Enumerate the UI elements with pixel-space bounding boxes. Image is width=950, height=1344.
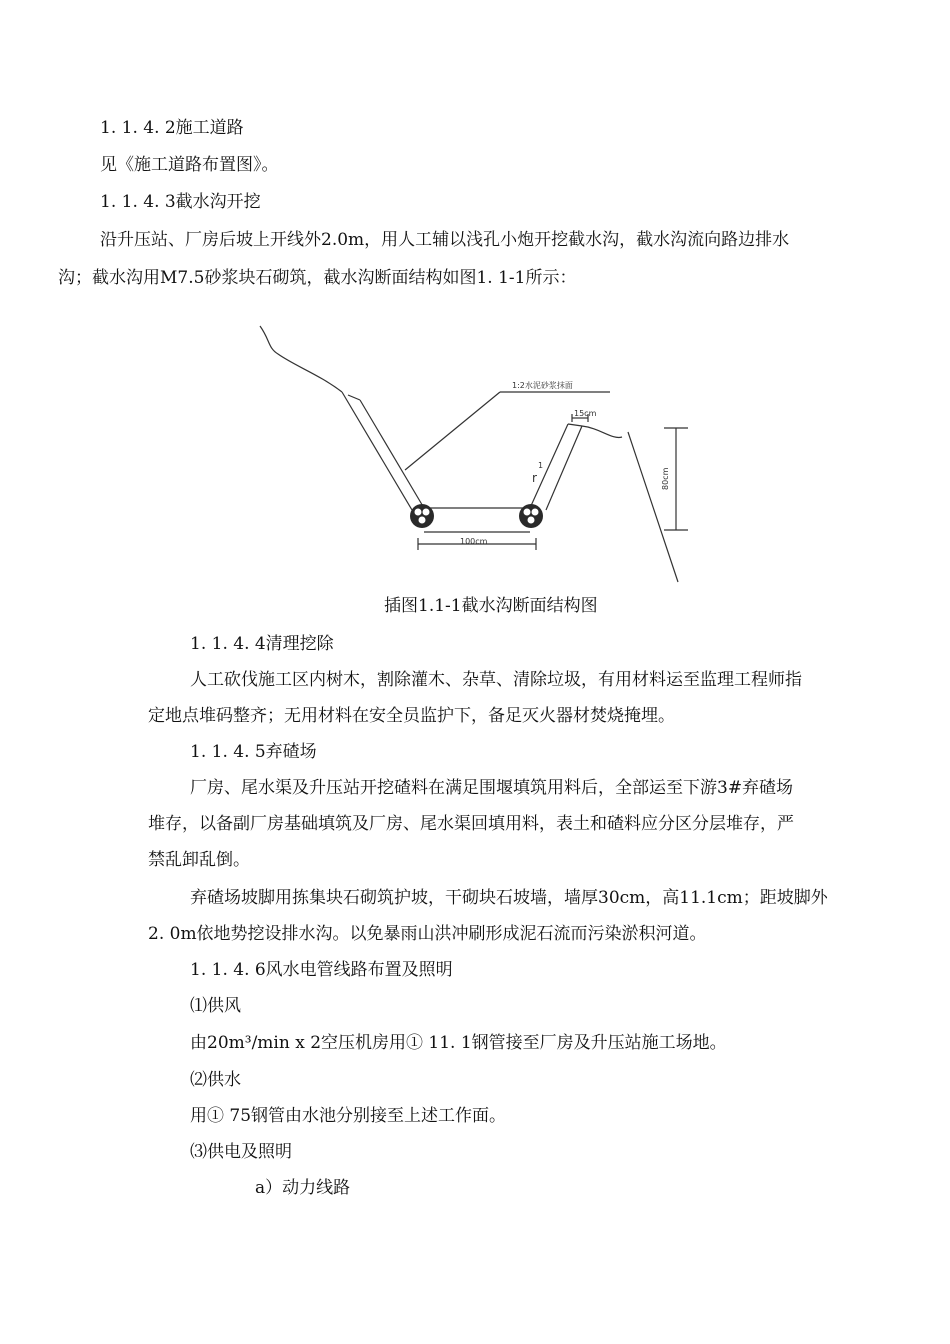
paragraph-slope-line-2: 2. 0m依地势挖设排水沟。以免暴雨山洪冲刷形成泥石流而污染淤积河道。 <box>148 924 707 944</box>
heading-1-1-4-3: 1. 1. 4. 3截水沟开挖 <box>100 192 261 212</box>
label-width: 100cm <box>460 537 488 546</box>
paragraph-spoil-line-3: 禁乱卸乱倒。 <box>148 850 250 870</box>
heading-1-1-4-6: 1. 1. 4. 6风水电管线路布置及照明 <box>190 960 453 980</box>
paragraph-intercept-ditch-line-1: 沿升压站、厂房后坡上开线外2.0m，用人工辅以浅孔小炮开挖截水沟，截水沟流向路边排水 <box>100 230 790 250</box>
heading-1-1-4-5: 1. 1. 4. 5弃碴场 <box>190 742 317 762</box>
label-depth: 80cm <box>661 467 670 490</box>
ditch-section-figure <box>250 320 710 590</box>
label-thickness: 15cm <box>574 409 597 418</box>
paragraph-slope-line-1: 弃碴场坡脚用拣集块石砌筑护坡，干砌块石坡墙，墙厚30cm，高11.1cm；距坡脚外 <box>190 888 828 908</box>
paragraph-spoil-line-1: 厂房、尾水渠及升压站开挖碴料在满足围堰填筑用料后，全部运至下游3#弃碴场 <box>190 778 794 798</box>
heading-1-1-4-2: 1. 1. 4. 2施工道路 <box>100 118 244 138</box>
item-water-supply: ⑵供水 <box>190 1070 241 1090</box>
item-power-lines: a）动力线路 <box>255 1178 351 1198</box>
label-slope-r: r <box>532 471 537 485</box>
paragraph-clearing-line-2: 定地点堆码整齐；无用材料在安全员监护下，备足灭火器材焚烧掩埋。 <box>148 706 675 726</box>
paragraph-spoil-line-2: 堆存，以备副厂房基础填筑及厂房、尾水渠回填用料，表土和碴料应分区分层堆存，严 <box>148 814 794 834</box>
paragraph-air-supply: 由20m³/min x 2空压机房用① 11. 1钢管接至厂房及升压站施工场地。 <box>190 1033 727 1053</box>
paragraph-clearing-line-1: 人工砍伐施工区内树木，割除灌木、杂草、清除垃圾，有用材料运至监理工程师指 <box>190 670 802 690</box>
paragraph-road-reference: 见《施工道路布置图》。 <box>100 155 279 175</box>
paragraph-water-supply: 用① 75钢管由水池分别接至上述工作面。 <box>190 1106 507 1126</box>
figure-caption: 插图1.1-1截水沟断面结构图 <box>384 596 598 616</box>
heading-1-1-4-4: 1. 1. 4. 4清理挖除 <box>190 634 334 654</box>
label-slope-ratio: 1 <box>538 461 544 470</box>
item-power-lighting: ⑶供电及照明 <box>190 1142 292 1162</box>
paragraph-intercept-ditch-line-2: 沟；截水沟用M7.5砂浆块石砌筑，截水沟断面结构如图1. 1-1所示： <box>58 268 577 288</box>
label-mortar: 1:2水泥砂浆抹面 <box>512 381 573 390</box>
item-air-supply: ⑴供风 <box>190 996 241 1016</box>
